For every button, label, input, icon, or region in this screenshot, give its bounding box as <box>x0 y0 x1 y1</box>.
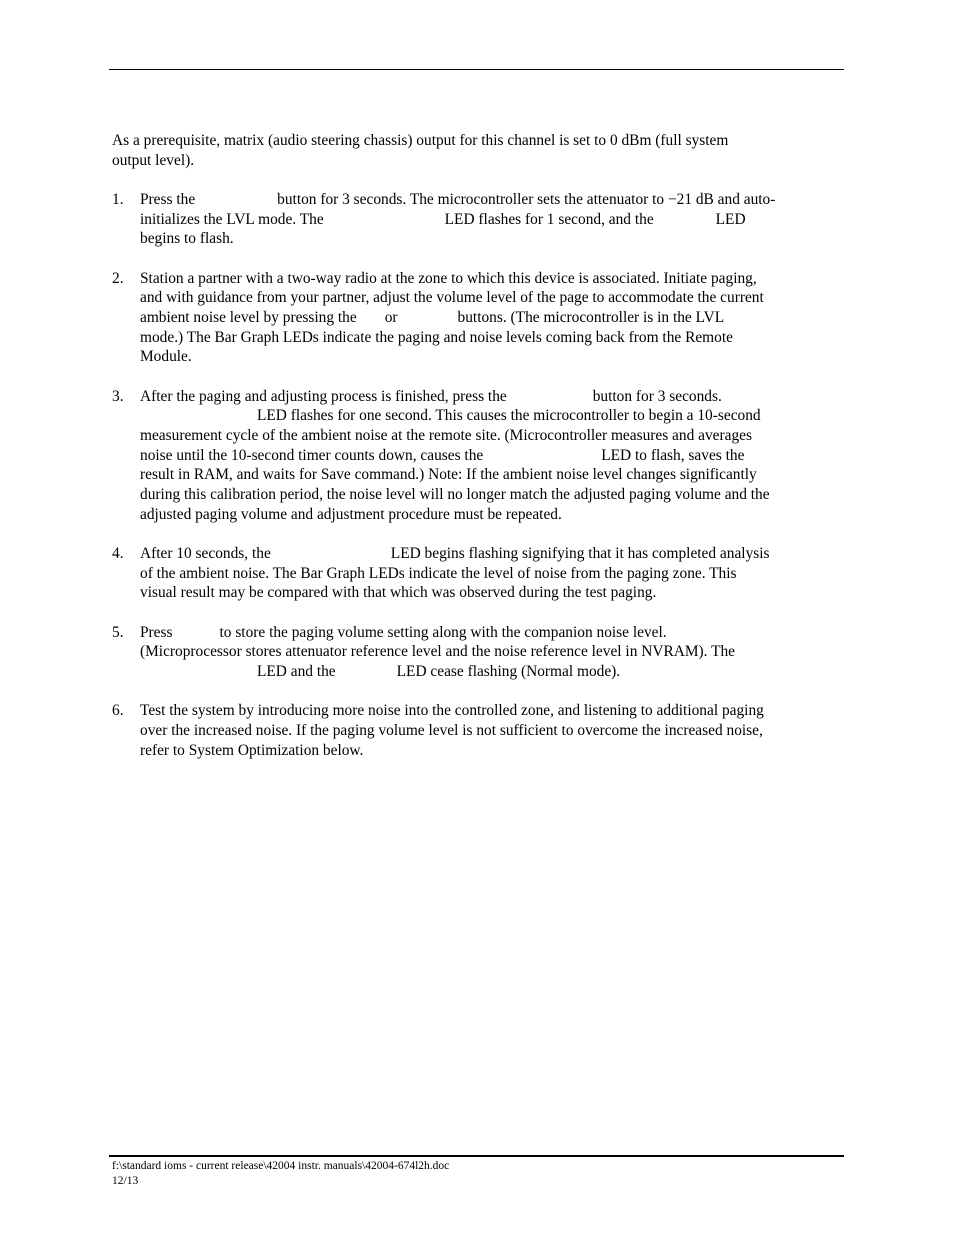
step-line: adjusted paging volume and adjustment procedure must be repeated. <box>140 505 562 523</box>
step-line: Press to store the paging volume setting along with the companion noise level. <box>140 623 667 641</box>
step-line: Test the system by introducing more noise into the controlled zone, and listening to additional paging <box>140 702 764 720</box>
step-line: result in RAM, and waits for Save command.) Note: If the ambient noise level changes significantly <box>140 466 757 484</box>
step-line: of the ambient noise. The Bar Graph LEDs indicate the level of noise from the paging zone. This <box>140 564 737 582</box>
step-number: 6. <box>112 702 124 720</box>
page-footer <box>112 1159 449 1188</box>
intro-line: As a prerequisite, matrix (audio steering chassis) output for this channel is set to 0 dBm (full system <box>112 132 729 149</box>
step-2 <box>112 269 844 368</box>
step-line: and with guidance from your partner, adjust the volume level of the page to accommodate the current <box>140 289 764 307</box>
step-6 <box>112 701 844 760</box>
step-line: refer to System Optimization below. <box>140 741 364 759</box>
step-line: After 10 seconds, the LED begins flashing signifying that it has completed analysis <box>140 544 770 562</box>
footer-date: 12/13 <box>112 1174 139 1187</box>
step-3 <box>112 387 844 525</box>
step-line: during this calibration period, the noise level will no longer match the adjusted paging volume and the <box>140 486 770 504</box>
step-number: 3. <box>112 387 124 405</box>
step-line: begins to flash. <box>140 230 234 248</box>
step-line: LED and the LED cease flashing (Normal mode). <box>257 662 621 680</box>
header-rule <box>109 69 844 70</box>
step-line: measurement cycle of the ambient noise at the remote site. (Microcontroller measures and averages <box>140 426 752 444</box>
footer-rule <box>109 1155 844 1157</box>
step-line: (Microprocessor stores attenuator reference level and the noise reference level in NVRAM). The <box>140 643 735 661</box>
step-line: LED flashes for one second. This causes the microcontroller to begin a 10-second <box>257 407 761 425</box>
procedure-body <box>112 131 844 780</box>
intro-paragraph <box>112 131 844 170</box>
step-line: visual result may be compared with that which was observed during the test paging. <box>140 584 657 602</box>
step-number: 4. <box>112 544 124 562</box>
step-1 <box>112 190 844 249</box>
step-line: initializes the LVL mode. The LED flashes for 1 second, and the LED <box>140 210 746 228</box>
step-line: ambient noise level by pressing the or buttons. (The microcontroller is in the LVL <box>140 308 725 326</box>
step-line: noise until the 10-second timer counts down, causes the LED to flash, saves the <box>140 446 745 464</box>
intro-line: output level). <box>112 151 195 169</box>
step-line: Press the button for 3 seconds. The microcontroller sets the attenuator to −21 dB and auto- <box>140 190 776 208</box>
step-number: 5. <box>112 623 124 641</box>
step-5 <box>112 623 844 682</box>
step-line: mode.) The Bar Graph LEDs indicate the paging and noise levels coming back from the Remote <box>140 328 733 346</box>
step-line: Module. <box>140 348 192 366</box>
step-number: 1. <box>112 190 124 208</box>
step-4 <box>112 544 844 603</box>
step-line: over the increased noise. If the paging volume level is not sufficient to overcome the increased noise, <box>140 721 763 739</box>
footer-file-path: f:\standard ioms - current release\42004 instr. manuals\42004-674l2h.doc <box>112 1160 450 1172</box>
step-line: Station a partner with a two-way radio at the zone to which this device is associated. Initiate paging, <box>140 269 757 287</box>
step-line: After the paging and adjusting process is finished, press the button for 3 seconds. <box>140 387 722 405</box>
step-number: 2. <box>112 269 124 287</box>
